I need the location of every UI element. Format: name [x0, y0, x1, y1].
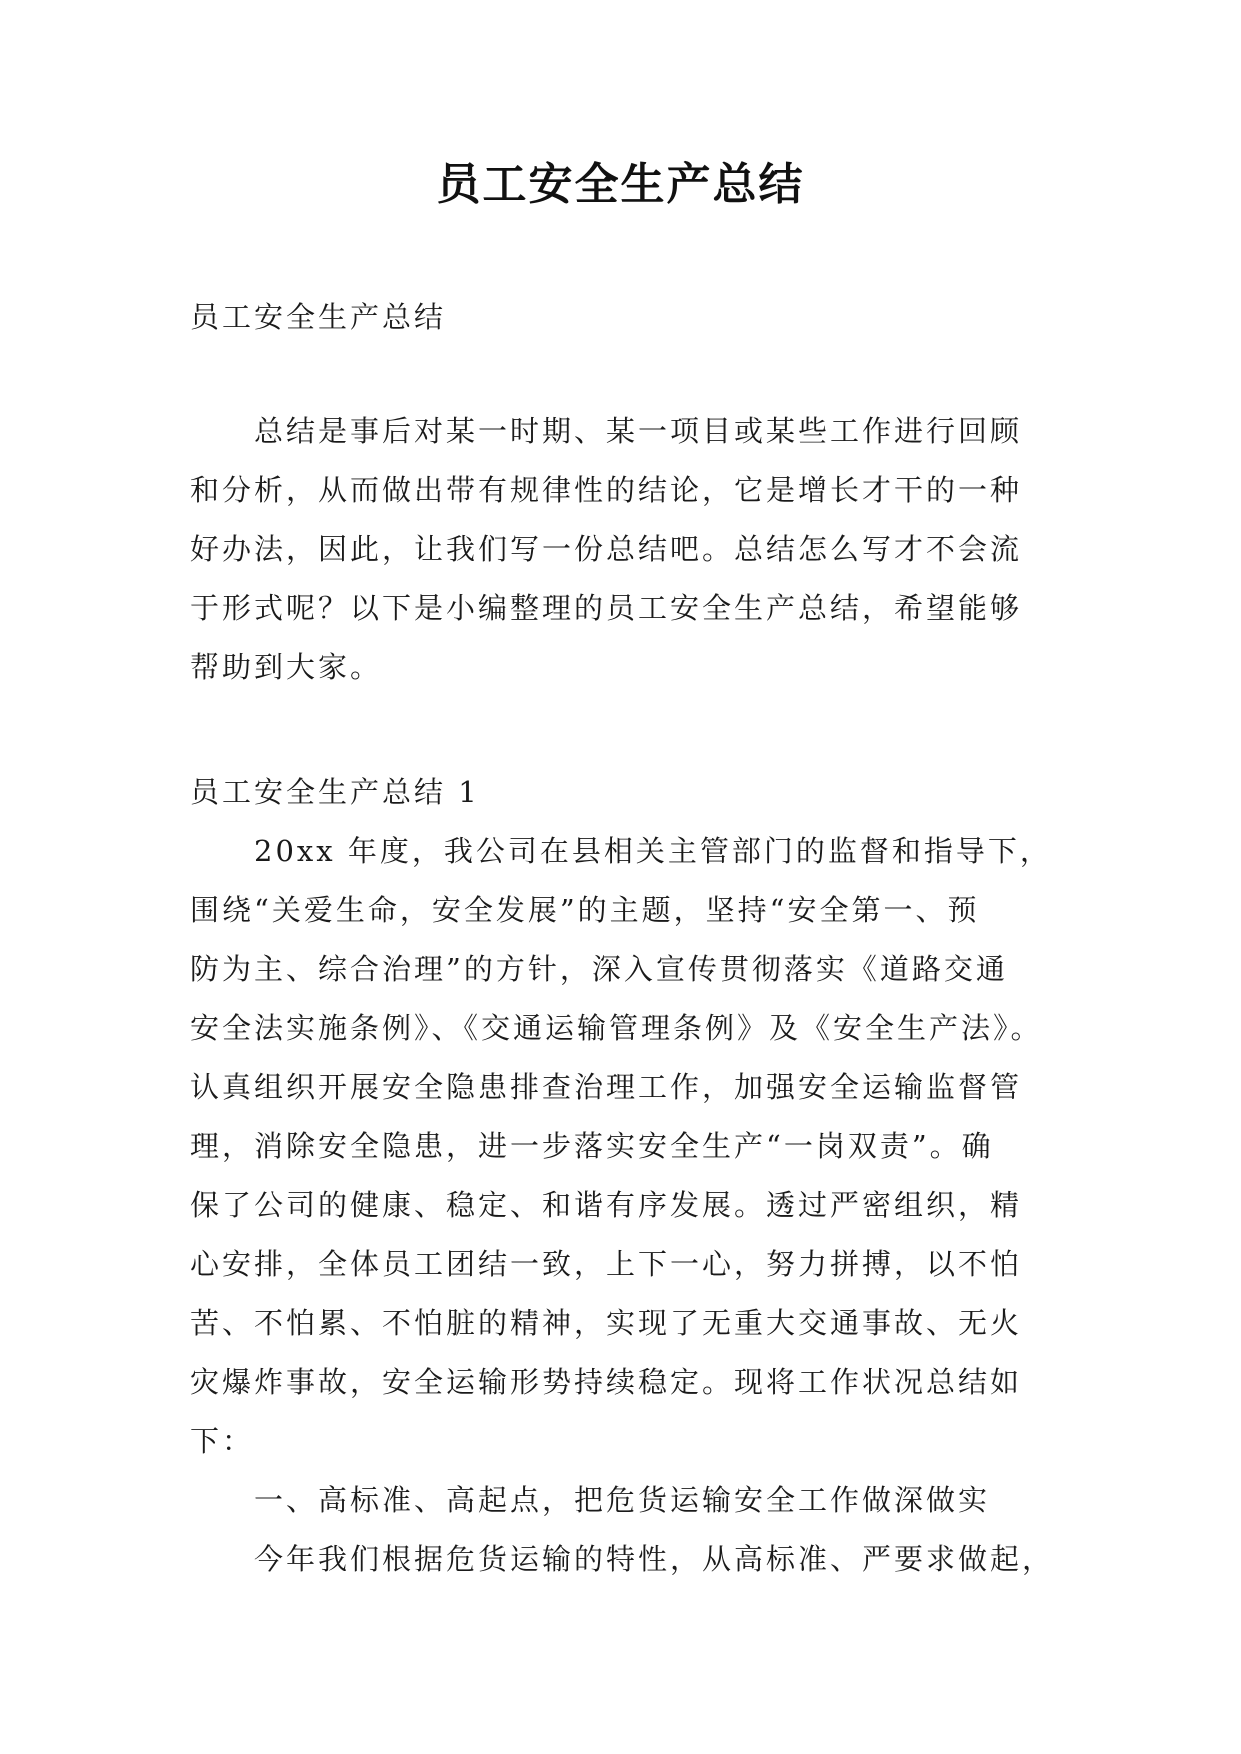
subtitle-line: 员工安全生产总结 [190, 300, 447, 334]
section-para1-line: 认真组织开展安全隐患排查治理工作，加强安全运输监督管 [190, 1070, 1023, 1104]
section-para1-line: 保了公司的健康、稳定、和谐有序发展。透过严密组织，精 [190, 1188, 1023, 1222]
section-para2-line: 今年我们根据危货运输的特性，从高标准、严要求做起， [254, 1542, 1055, 1576]
section-para1-line: 围绕“关爱生命，安全发展”的主题，坚持“安全第一、预 [190, 893, 980, 927]
section-para1-line: 灾爆炸事故，安全运输形势持续稳定。现将工作状况总结如 [190, 1365, 1023, 1399]
section-para1-line: 下： [190, 1424, 255, 1458]
intro-line: 总结是事后对某一时期、某一项目或某些工作进行回顾 [254, 414, 1023, 448]
page-title: 员工安全生产总结 [436, 159, 805, 210]
section-para1-line: 防为主、综合治理”的方针，深入宣传贯彻落实《道路交通 [190, 952, 1008, 986]
intro-line: 好办法，因此，让我们写一份总结吧。总结怎么写才不会流 [190, 532, 1023, 566]
intro-line: 帮助到大家。 [190, 650, 383, 684]
intro-line: 于形式呢？以下是小编整理的员工安全生产总结，希望能够 [190, 591, 1023, 625]
section-para1-line: 苦、不怕累、不怕脏的精神，实现了无重大交通事故、无火 [190, 1306, 1023, 1340]
section-para1-line: 20xx 年度，我公司在县相关主管部门的监督和指导下， [254, 834, 1052, 868]
section-1 [190, 763, 1070, 1589]
intro-paragraph [190, 402, 1070, 697]
section-para1-line: 心安排，全体员工团结一致，上下一心，努力拼搏，以不怕 [190, 1247, 1023, 1281]
intro-line: 和分析，从而做出带有规律性的结论，它是增长才干的一种 [190, 473, 1023, 507]
section-para1-line: 理，消除安全隐患，进一步落实安全生产“一岗双责”。确 [190, 1129, 994, 1163]
section-para1-line: 安全法实施条例》、《交通运输管理条例》及《安全生产法》。 [190, 1011, 1043, 1045]
section-subheading: 一、高标准、高起点，把危货运输安全工作做深做实 [254, 1483, 991, 1517]
document-subtitle [190, 288, 1070, 347]
section-heading: 员工安全生产总结 1 [190, 775, 480, 809]
